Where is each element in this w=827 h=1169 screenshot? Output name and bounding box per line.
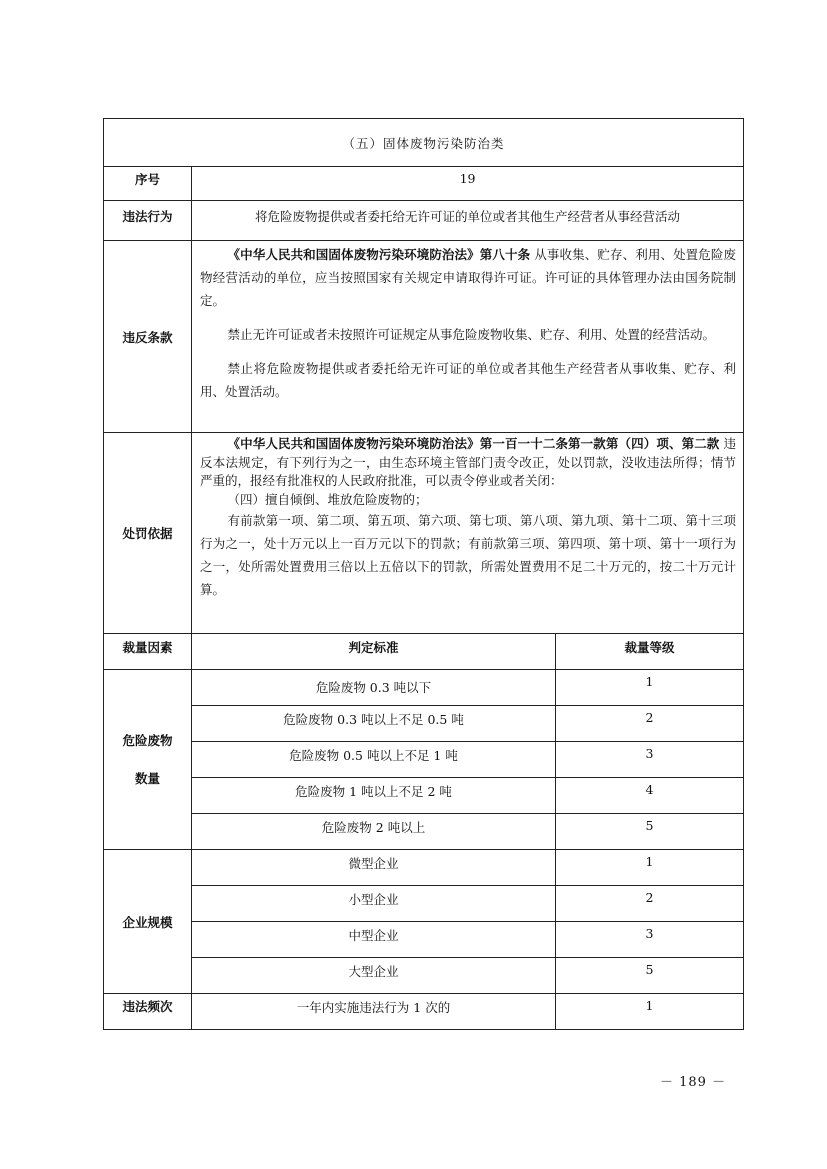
clause-label: 违反条款: [104, 241, 192, 433]
violation-value: 将危险废物提供或者委托给无许可证的单位或者其他生产经营者从事经营活动: [192, 201, 744, 241]
factor-header: 裁量因素: [104, 634, 192, 670]
standard-cell: 大型企业: [192, 958, 556, 994]
grade-header: 裁量等级: [556, 634, 744, 670]
standard-cell: 危险废物 2 吨以上: [192, 814, 556, 850]
seq-label: 序号: [104, 167, 192, 201]
grade-cell: 1: [556, 994, 744, 1030]
table-row: [104, 814, 744, 850]
hazard-quantity-label: [104, 670, 192, 850]
hazard-label-line-1: 危险废物: [122, 732, 173, 748]
enterprise-scale-label: 企业规模: [104, 850, 192, 994]
penalty-label: 处罚依据: [104, 433, 192, 634]
clause-paragraph-1: [200, 243, 736, 312]
table-row: [104, 778, 744, 814]
table-row: [104, 670, 744, 706]
penalty-paragraph-3: 有前款第一项、第二项、第五项、第六项、第七项、第八项、第九项、第十二项、第十三项行为之一，处十万元以上一百万元以下的罚款；有前款第三项、第四项、第十项、第十一项行为之一，处所需处置费用三倍以上五倍以下的罚款，所需处置费用不足二十万元的，按二十万元计算。: [200, 513, 737, 598]
grade-cell: 3: [556, 922, 744, 958]
table-row: [104, 922, 744, 958]
table-row: [104, 886, 744, 922]
clause-content: [192, 241, 744, 433]
table-row: [104, 994, 744, 1030]
standard-cell: 危险废物 1 吨以上不足 2 吨: [192, 778, 556, 814]
grade-cell: 5: [556, 814, 744, 850]
standard-cell: 微型企业: [192, 850, 556, 886]
discretion-table: [103, 118, 744, 1030]
standard-cell: 危险废物 0.3 吨以下: [192, 670, 556, 706]
frequency-label: 违法频次: [104, 994, 192, 1030]
grade-cell: 1: [556, 670, 744, 706]
clause-paragraph-2: 禁止无许可证或者未按照许可证规定从事危险废物收集、贮存、利用、处置的经营活动。: [227, 327, 716, 342]
standard-cell: 小型企业: [192, 886, 556, 922]
clause-paragraph-3: 禁止将危险废物提供或者委托给无许可证的单位或者其他生产经营者从事收集、贮存、利用、处置活动。: [200, 361, 737, 399]
violation-label: 违法行为: [104, 201, 192, 241]
section-title: （五）固体废物污染防治类: [104, 119, 744, 167]
seq-value: 19: [192, 167, 744, 201]
penalty-content: [192, 433, 744, 634]
table-row: [104, 958, 744, 994]
table-row: [104, 742, 744, 778]
grade-cell: 5: [556, 958, 744, 994]
standard-cell: 中型企业: [192, 922, 556, 958]
grade-cell: 3: [556, 742, 744, 778]
hazard-label-line-2: 数量: [134, 770, 160, 786]
penalty-paragraph-2: （四）擅自倾倒、堆放危险废物的；: [227, 491, 428, 507]
grade-cell: 1: [556, 850, 744, 886]
grade-cell: 2: [556, 706, 744, 742]
page-number: － 189 －: [660, 1075, 727, 1090]
clause-paragraph-1-text: 从事收集、贮存、利用、处置危险废物经营活动的单位，应当按照国家有关规定申请取得许可证。许可证的具体管理办法由国务院制定。: [200, 247, 737, 308]
penalty-paragraph-1-text: 违反本法规定，有下列行为之一，由生态环境主管部门责令改正，处以罚款，没收违法所得；情节严重的，报经有批准权的人民政府批准，可以责令停业或者关闭：: [200, 436, 737, 489]
standard-cell: 一年内实施违法行为 1 次的: [192, 994, 556, 1030]
table-row: [104, 850, 744, 886]
clause-law-ref: 《中华人民共和国固体废物污染环境防治法》第八十条: [227, 247, 531, 262]
grade-cell: 4: [556, 778, 744, 814]
standard-cell: 危险废物 0.3 吨以上不足 0.5 吨: [192, 706, 556, 742]
standard-cell: 危险废物 0.5 吨以上不足 1 吨: [192, 742, 556, 778]
table-row: [104, 706, 744, 742]
standard-header: 判定标准: [192, 634, 556, 670]
penalty-law-ref: 《中华人民共和国固体废物污染环境防治法》第一百一十二条第一款第（四）项、第二款: [227, 436, 720, 451]
grade-cell: 2: [556, 886, 744, 922]
penalty-paragraph-1: [200, 435, 736, 491]
